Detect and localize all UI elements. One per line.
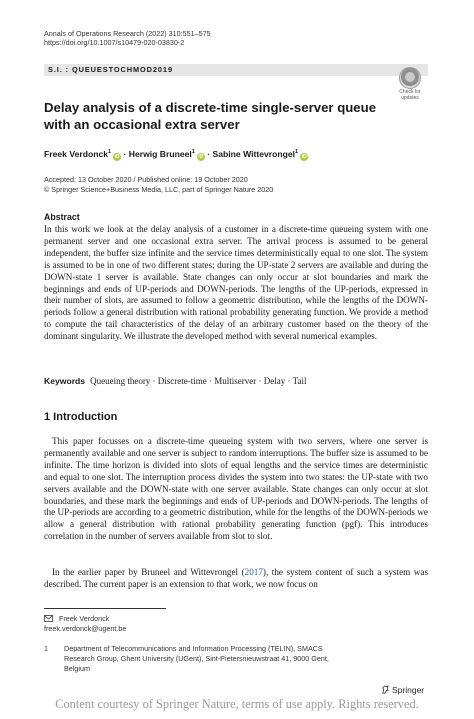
orcid-icon[interactable]: iD xyxy=(114,154,120,160)
affiliation-marker: 1 xyxy=(191,149,195,155)
journal-name: Annals of Operations Research (2022) 310:551–575 xyxy=(44,29,211,38)
affiliation-text: Department of Telecommunications and Information Processing (TELIN), SMACS Research Group, Ghent University (UGent), Sint-Pietersnieuwstraat 41, 9000 Gent, Belgium xyxy=(64,644,329,673)
author-name[interactable]: Herwig Bruneel xyxy=(128,149,192,159)
special-issue-bar xyxy=(44,64,428,76)
journal-citation xyxy=(44,29,211,47)
author-list xyxy=(44,146,308,161)
publication-dates xyxy=(44,175,273,195)
intro-paragraph-1: This paper focusses on a discrete-time queueing system with two servers, where one server is permanently available and one server is subject to random interruptions. The buffer size is assumed to be infinite. The time horizon is divided into slots of equal lengths and the service times are deterministic and equal to one slot. The interruption process divides the system into two states: the UP-state with two servers available and the DOWN-state with one server available. State changes can only occur at slot boundaries, and these mark the beginnings and ends of UP-periods and DOWN-periods. The lengths of the UP-periods are according to a geometric distribution, while for the lengths of the DOWN-periods we allow a general distribution with rational probability generating function (pgf). This introduces correlation in the number of servers available from slot to slot. xyxy=(44,436,428,542)
section-heading-introduction: 1 Introduction xyxy=(44,411,118,423)
keywords-list: Queueing theory · Discrete-time · Multiserver · Delay · Tail xyxy=(90,376,307,386)
keywords xyxy=(44,375,428,387)
check-for-updates-badge[interactable] xyxy=(393,67,427,101)
keywords-label: Keywords xyxy=(44,376,86,386)
envelope-icon xyxy=(44,615,53,622)
affiliation-number: 1 xyxy=(44,644,48,653)
abstract-text: In this work we look at the delay analysis of a customer in a discrete-time queueing system with one permanent server and one occasional extra server. The arrival process is assumed to be general independent, the buffer size infinite and the service times deterministically equal to one slot. The system is assumed to be in one of two different states; during the UP-state 2 servers are available and during the DOWN-state 1 server is available. State changes can only occur at slot boundaries and mark the beginnings and ends of UP-periods and DOWN-periods. The lengths of the UP-periods, expressed in their number of slots, are assumed to follow a geometric distribution, while the lengths of the DOWN-periods follow a general distribution with rational probability generating function. We provide a method to compute the tail characteristics of the delay of an arbitrary customer based on the theory of the dominant singularity. We illustrate the developed method with several numerical examples. xyxy=(44,224,428,342)
footnote-divider xyxy=(44,608,166,609)
paper-title: Delay analysis of a discrete-time single-server queue with an occasional extra server xyxy=(44,100,377,132)
orcid-icon[interactable]: iD xyxy=(198,154,204,160)
affiliation-marker: 1 xyxy=(295,149,299,155)
corresponding-author xyxy=(44,614,126,634)
affiliation-footnote xyxy=(44,644,344,674)
affiliation-marker: 1 xyxy=(108,149,112,155)
publisher-logo xyxy=(381,685,424,695)
author-separator: · xyxy=(207,149,211,159)
special-issue-label: S.I. : QUEUESTOCHMOD2019 xyxy=(48,65,173,74)
author-name[interactable]: Sabine Wittevrongel xyxy=(212,149,296,159)
check-updates-line1: Check for xyxy=(399,89,421,95)
springer-horse-icon xyxy=(381,685,390,694)
author-separator: · xyxy=(123,149,127,159)
intro-p2-text-cont: ), the system content of such a system was described. The current paper is an extension to that work, we now focus on xyxy=(44,567,428,589)
doi-link[interactable]: https://doi.org/10.1007/s10479-020-03830-2 xyxy=(44,38,185,47)
courtesy-watermark: Content courtesy of Springer Nature, terms of use apply. Rights reserved. xyxy=(55,697,419,711)
abstract-heading: Abstract xyxy=(44,212,80,222)
orcid-icon[interactable]: iD xyxy=(301,154,307,160)
intro-paragraph-2 xyxy=(44,567,428,591)
intro-p2-text: In the earlier paper by Bruneel and Wittevrongel ( xyxy=(52,567,245,577)
citation-link[interactable]: 2017 xyxy=(244,567,263,577)
copyright-line: © Springer Science+Business Media, LLC, part of Springer Nature 2020 xyxy=(44,185,274,194)
corresponding-author-email[interactable]: freek.verdonck@ugent.be xyxy=(44,624,127,633)
corresponding-author-name: Freek Verdonck xyxy=(59,614,110,623)
check-updates-line2: updates xyxy=(401,95,419,101)
author-name[interactable]: Freek Verdonck xyxy=(44,149,109,159)
publisher-name: Springer xyxy=(392,685,425,695)
accepted-published-dates: Accepted: 13 October 2020 / Published online: 19 October 2020 xyxy=(44,175,248,184)
check-updates-icon xyxy=(399,67,421,89)
